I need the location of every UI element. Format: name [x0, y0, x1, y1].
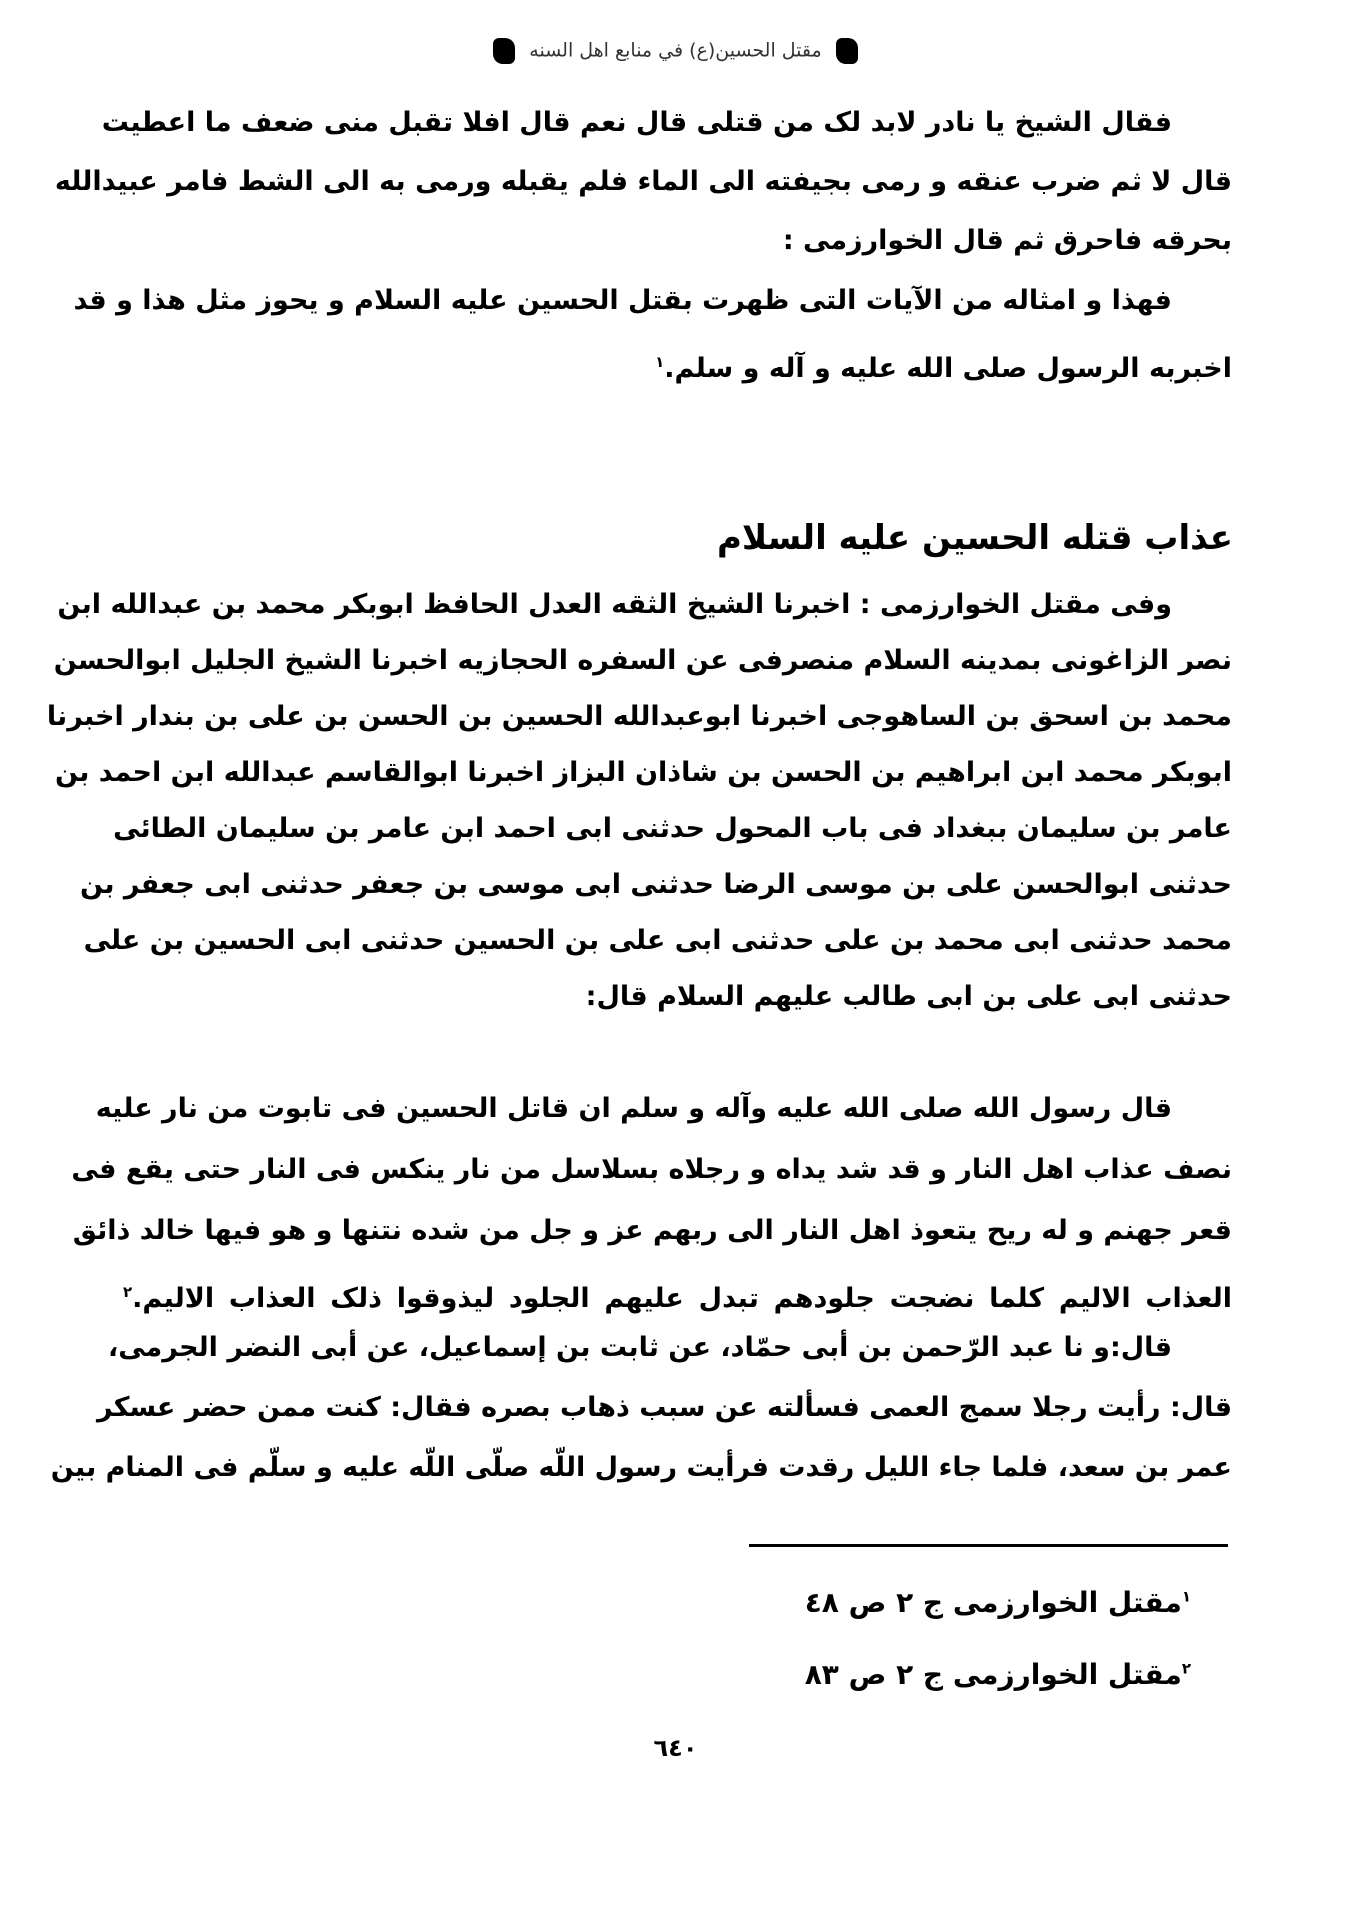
line-text: عامر بن سليمان ببغداد فی باب المحول حدثنی ابی احمد ابن عامر بن سليمان الطائی [113, 813, 1232, 844]
text-line [101, 103, 1232, 143]
footnote-ref: ٢ [123, 1283, 133, 1301]
line-text: نصر الزاغونی بمدينه السلام منصرفی عن السفره الحجازيه اخبرنا الشيخ الجليل ابوالحسن [53, 645, 1232, 676]
footnote-ref: ٢ [1181, 1659, 1191, 1678]
line-text: وفی مقتل الخوارزمی : اخبرنا الشيخ الثقه العدل الحافظ ابوبکر محمد بن عبدالله ابن [57, 589, 1172, 620]
footnote-2 [805, 1658, 1191, 1691]
line-text: قال لا ثم ضرب عنقه و رمی بجيفته الی الماء فلم يقبله ورمی به الی الشط فامر عبيدالله [54, 166, 1232, 197]
text-line [71, 1150, 1232, 1190]
footnote-1 [805, 1586, 1191, 1619]
line-text: بحرقه فاحرق ثم قال الخوارزمی : [782, 225, 1232, 256]
ornament-icon [836, 38, 858, 64]
ornament-icon [493, 38, 515, 64]
line-text: قال: رأيت رجلا سمج العمی فسألته عن سبب ذهاب بصره فقال: کنت ممن حضر عسکر [96, 1392, 1232, 1423]
line-text: قعر جهنم و له ريح يتعوذ اهل النار الی ربهم عز و جل من شده نتنها و هو فيها خالد ذائق [72, 1215, 1232, 1246]
text-line [113, 809, 1232, 849]
text-line [123, 221, 1232, 261]
text-line [53, 641, 1232, 681]
line-text: حدثنی ابی علی بن ابی طالب عليهم السلام قال: [585, 981, 1232, 1012]
line-text: محمد بن اسحق بن الساهوجی اخبرنا ابوعبدالله الحسين بن الحسن بن علی بن بندار اخبرنا [46, 701, 1232, 732]
text-line [54, 753, 1232, 793]
text-line [95, 1089, 1232, 1129]
text-line [123, 1272, 1232, 1319]
line-text: اخبربه الرسول صلی الله عليه و آله و سلم. [664, 353, 1232, 384]
text-line [96, 1388, 1232, 1428]
text-line [72, 1211, 1232, 1251]
running-header [0, 38, 1351, 64]
footnote-ref: ١ [1181, 1587, 1191, 1606]
line-text: نصف عذاب اهل النار و قد شد يداه و رجلاه بسلاسل من نار ينکس فی النار حتی يقع فی [71, 1154, 1232, 1185]
line-text: حدثنی ابوالحسن علی بن موسی الرضا حدثنی ابی موسی بن جعفر حدثنی ابی جعفر بن [80, 869, 1232, 900]
page-number: ٦٤٠ [653, 1734, 698, 1762]
text-line [46, 697, 1232, 737]
line-text: ابوبکر محمد ابن ابراهيم بن الحسن بن شاذان البزاز اخبرنا ابوالقاسم عبدالله ابن احمد بن [54, 757, 1232, 788]
text-line [57, 585, 1232, 625]
text-line [80, 865, 1232, 905]
line-text: العذاب الاليم کلما نضجت جلودهم تبدل عليهم الجلود ليذوقوا ذلک العذاب الاليم. [132, 1283, 1232, 1314]
line-text: محمد حدثنی ابی محمد بن علی حدثنی ابی علی بن الحسين حدثنی ابی الحسين بن علی [83, 925, 1232, 956]
line-text: قال رسول الله صلی الله عليه وآله و سلم ان قاتل الحسين فی تابوت من نار عليه [95, 1093, 1172, 1124]
line-text: عمر بن سعد، فلما جاء الليل رقدت فرأيت رسول اللّه صلّی اللّه عليه و سلّم فی المنام بين [50, 1452, 1232, 1483]
section-heading: عذاب قتله الحسين عليه السلام [716, 518, 1233, 558]
footnote-ref: ١ [655, 353, 665, 371]
line-text: قال:و نا عبد الرّحمن بن أبی حمّاد، عن ثابت بن إسماعيل، عن أبی النضر الجرمی، [107, 1332, 1172, 1363]
footnote-divider [749, 1544, 1228, 1547]
text-line [50, 1448, 1232, 1488]
line-text: فهذا و امثاله من الآيات التی ظهرت بقتل الحسين عليه السلام و يحوز مثل هذا و قد [73, 285, 1172, 316]
line-text: فقال الشيخ يا نادر لابد لک من قتلی قال نعم قال افلا تقبل منی ضعف ما اعطيت [101, 107, 1172, 138]
text-line [123, 977, 1232, 1017]
footnote-text: مقتل الخوارزمی ج ٢ ص ٨٣ [804, 1658, 1182, 1691]
footnote-text: مقتل الخوارزمی ج ٢ ص ٤٨ [804, 1586, 1182, 1619]
text-line [73, 281, 1232, 321]
text-line [54, 162, 1232, 202]
running-title: مقتل الحسين(ع) في منابع اهل السنه [529, 39, 822, 62]
text-line [83, 921, 1232, 961]
text-line [123, 342, 1232, 389]
text-line [107, 1328, 1232, 1368]
